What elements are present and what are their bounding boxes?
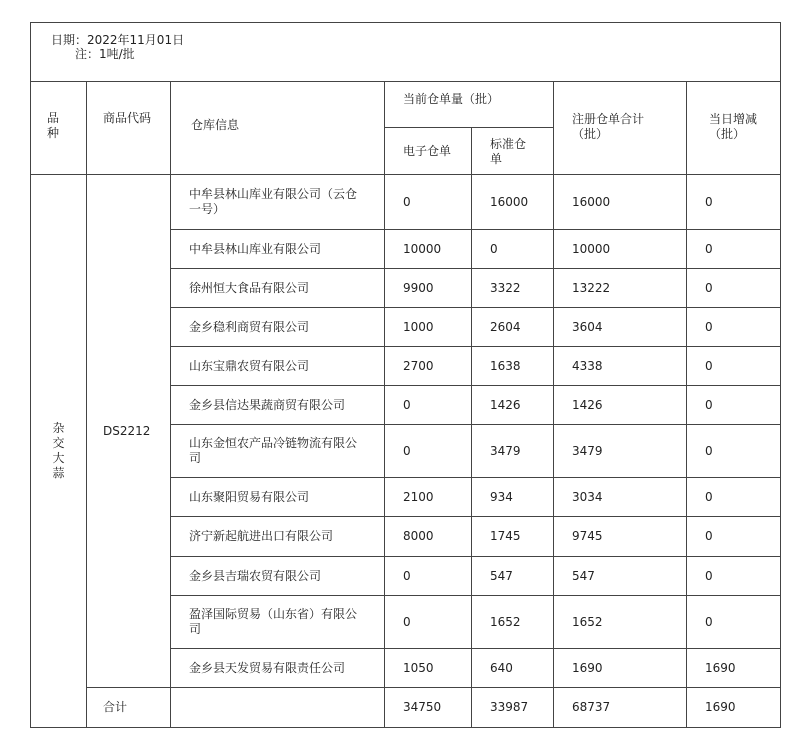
electronic-receipts-cell: 1000 <box>385 308 472 347</box>
daily-change-cell: 0 <box>687 386 781 425</box>
registered-total-cell: 1426 <box>554 386 687 425</box>
registered-total-cell: 1690 <box>554 649 687 688</box>
header-registered-total: 注册仓单合计（批） <box>554 82 687 175</box>
warehouse-cell: 中牟县林山库业有限公司（云仓一号） <box>171 175 385 230</box>
standard-receipts-cell: 1638 <box>472 347 554 386</box>
standard-receipts-cell: 0 <box>472 230 554 269</box>
warehouse-cell: 徐州恒大食品有限公司 <box>171 269 385 308</box>
warehouse-cell: 金乡县吉瑞农贸有限公司 <box>171 557 385 596</box>
header-product-code: 商品代码 <box>87 82 171 175</box>
electronic-receipts-cell: 8000 <box>385 517 472 557</box>
registered-total-cell: 3604 <box>554 308 687 347</box>
report-date: 日期：2022年11月01日 <box>51 33 185 47</box>
daily-change-cell: 0 <box>687 478 781 517</box>
standard-receipts-cell: 640 <box>472 649 554 688</box>
receipt-table <box>30 22 781 728</box>
registered-total-cell: 4338 <box>554 347 687 386</box>
registered-total-cell: 1652 <box>554 596 687 649</box>
registered-total-cell: 547 <box>554 557 687 596</box>
standard-receipts-cell: 547 <box>472 557 554 596</box>
totals-electronic: 34750 <box>385 688 472 728</box>
warehouse-cell: 金乡稳利商贸有限公司 <box>171 308 385 347</box>
product-code-cell: DS2212 <box>87 175 171 688</box>
totals-change: 1690 <box>687 688 781 728</box>
daily-change-cell: 0 <box>687 347 781 386</box>
standard-receipts-cell: 934 <box>472 478 554 517</box>
standard-receipts-cell: 1745 <box>472 517 554 557</box>
warehouse-cell: 金乡县信达果蔬商贸有限公司 <box>171 386 385 425</box>
warehouse-cell: 中牟县林山库业有限公司 <box>171 230 385 269</box>
totals-row <box>31 688 781 728</box>
daily-change-cell: 0 <box>687 557 781 596</box>
daily-change-cell: 0 <box>687 517 781 557</box>
daily-change-cell: 0 <box>687 596 781 649</box>
electronic-receipts-cell: 2100 <box>385 478 472 517</box>
warehouse-cell: 山东宝鼎农贸有限公司 <box>171 347 385 386</box>
registered-total-cell: 3034 <box>554 478 687 517</box>
report-note: 注：1吨/批 <box>75 47 135 61</box>
electronic-receipts-cell: 0 <box>385 596 472 649</box>
registered-total-cell: 16000 <box>554 175 687 230</box>
electronic-receipts-cell: 0 <box>385 425 472 478</box>
header-standard: 标准仓单 <box>472 128 554 175</box>
header-electronic: 电子仓单 <box>385 128 472 175</box>
electronic-receipts-cell: 0 <box>385 175 472 230</box>
standard-receipts-cell: 3479 <box>472 425 554 478</box>
report-meta <box>31 23 781 82</box>
standard-receipts-cell: 1426 <box>472 386 554 425</box>
header-variety: 品种 <box>31 82 87 175</box>
variety-cell: 杂交大蒜 <box>31 175 87 728</box>
electronic-receipts-cell: 9900 <box>385 269 472 308</box>
standard-receipts-cell: 16000 <box>472 175 554 230</box>
totals-registered: 68737 <box>554 688 687 728</box>
totals-warehouse-blank <box>171 688 385 728</box>
electronic-receipts-cell: 0 <box>385 386 472 425</box>
header-current-receipts: 当前仓单量（批） <box>385 82 554 128</box>
electronic-receipts-cell: 2700 <box>385 347 472 386</box>
warehouse-receipt-report <box>30 22 780 728</box>
registered-total-cell: 9745 <box>554 517 687 557</box>
warehouse-cell: 盈泽国际贸易（山东省）有限公司 <box>171 596 385 649</box>
standard-receipts-cell: 1652 <box>472 596 554 649</box>
warehouse-cell: 济宁新起航进出口有限公司 <box>171 517 385 557</box>
daily-change-cell: 1690 <box>687 649 781 688</box>
electronic-receipts-cell: 0 <box>385 557 472 596</box>
registered-total-cell: 13222 <box>554 269 687 308</box>
daily-change-cell: 0 <box>687 175 781 230</box>
daily-change-cell: 0 <box>687 308 781 347</box>
warehouse-cell: 金乡县天发贸易有限责任公司 <box>171 649 385 688</box>
header-warehouse: 仓库信息 <box>171 82 385 175</box>
daily-change-cell: 0 <box>687 425 781 478</box>
totals-label: 合计 <box>87 688 171 728</box>
header-daily-change: 当日增减（批） <box>687 82 781 175</box>
standard-receipts-cell: 2604 <box>472 308 554 347</box>
daily-change-cell: 0 <box>687 269 781 308</box>
electronic-receipts-cell: 10000 <box>385 230 472 269</box>
registered-total-cell: 3479 <box>554 425 687 478</box>
standard-receipts-cell: 3322 <box>472 269 554 308</box>
electronic-receipts-cell: 1050 <box>385 649 472 688</box>
registered-total-cell: 10000 <box>554 230 687 269</box>
warehouse-cell: 山东金恒农产品冷链物流有限公司 <box>171 425 385 478</box>
daily-change-cell: 0 <box>687 230 781 269</box>
table-row <box>31 175 781 230</box>
totals-standard: 33987 <box>472 688 554 728</box>
warehouse-cell: 山东聚阳贸易有限公司 <box>171 478 385 517</box>
